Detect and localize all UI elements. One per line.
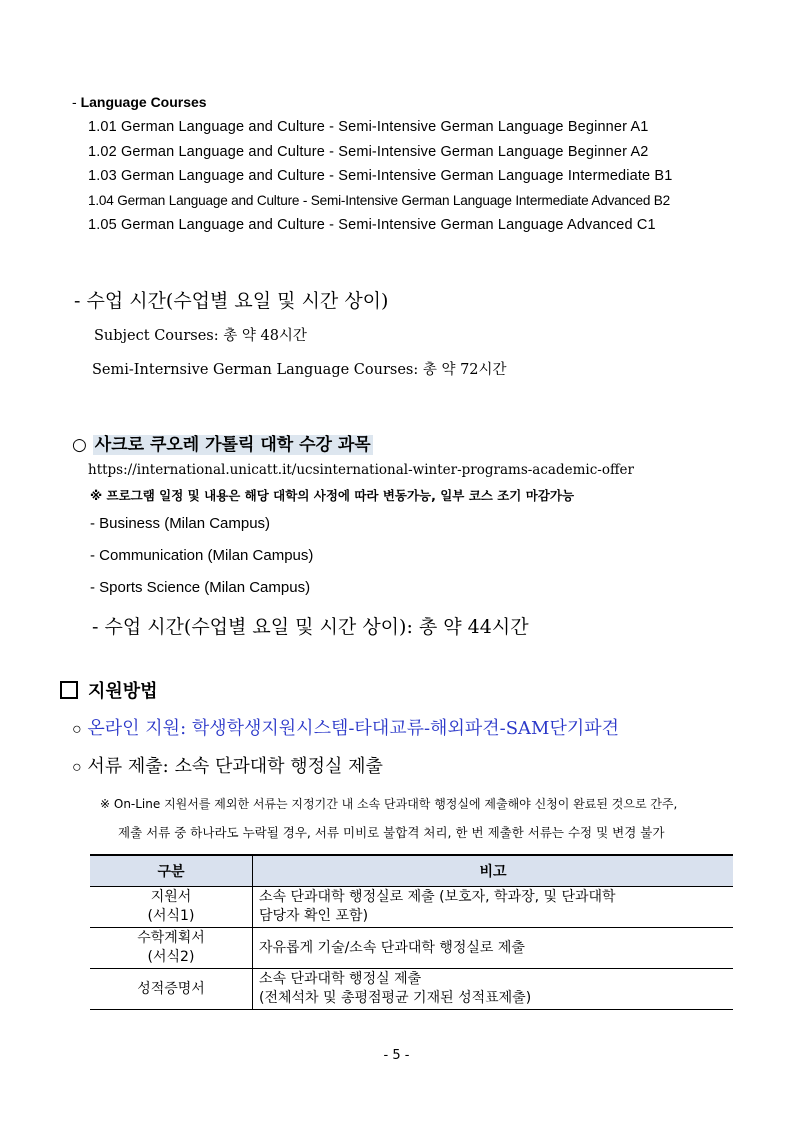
submission-note-line1: ※ On-Line 지원서를 제외한 서류는 지정기간 내 소속 단과대학 행정실에 제출해야 신청이 완료된 것으로 간주, — [100, 797, 678, 811]
document-remark-cell — [253, 969, 734, 1010]
online-apply-text: 온라인 지원: 학생학생지원시스템-타대교류-해외파견-SAM단기파견 — [87, 718, 620, 739]
document-name-cell — [90, 928, 253, 969]
required-documents-table — [90, 854, 733, 1010]
language-course-item: 1.04 German Language and Culture - Semi-Intensive German Language Intermediate Advanced B2 — [88, 193, 671, 208]
ucsc-section-title — [72, 430, 373, 455]
column-header-remarks: 비고 — [253, 855, 734, 887]
program-item: - Communication (Milan Campus) — [90, 547, 314, 564]
table-row — [90, 928, 733, 969]
document-form: (서식2) — [147, 949, 195, 965]
document-submit-text: 서류 제출: 소속 단과대학 행정실 제출 — [87, 756, 383, 777]
ucsc-title-text: 사크로 쿠오레 가톨릭 대학 수강 과목 — [94, 435, 371, 455]
heading-text: Language Courses — [80, 94, 207, 110]
table-row — [90, 887, 733, 928]
language-course-item: 1.03 German Language and Culture - Semi-Intensive German Language Intermediate B1 — [88, 168, 673, 184]
page-number: - 5 - — [383, 1048, 410, 1063]
document-name: 지원서 — [150, 889, 192, 905]
ucsc-url-link[interactable]: https://international.unicatt.it/ucsinternational-winter-programs-academic-offer — [88, 462, 634, 478]
language-course-item: 1.05 German Language and Culture - Semi-Intensive German Language Advanced C1 — [88, 217, 656, 233]
remark-line: 소속 단과대학 행정실로 제출 (보호자, 학과장, 및 단과대학 — [259, 889, 616, 905]
document-name: 수학계획서 — [137, 930, 205, 946]
schedule-notice: ※ 프로그램 일정 및 내용은 해당 대학의 사정에 따라 변동가능, 일부 코스 조기 마감가능 — [90, 488, 575, 503]
remark-line: 자유롭게 기술/소속 단과대학 행정실로 제출 — [259, 939, 525, 956]
class-hours-heading: - 수업 시간(수업별 요일 및 시간 상이) — [74, 290, 389, 312]
semi-intensive-hours: Semi-Internsive German Language Courses: 총 약 72시간 — [92, 362, 507, 378]
language-courses-heading — [72, 94, 207, 110]
circle-bullet: ○ — [72, 435, 87, 455]
program-item: - Sports Science (Milan Campus) — [90, 579, 311, 596]
document-remark-cell — [253, 928, 734, 969]
document-name-cell — [90, 969, 253, 1010]
remark-line: 담당자 확인 포함) — [259, 908, 369, 924]
apply-section-heading — [60, 677, 158, 703]
document-name-cell — [90, 887, 253, 928]
language-course-item: 1.02 German Language and Culture - Semi-Intensive German Language Beginner A2 — [88, 144, 649, 160]
table-row — [90, 969, 733, 1010]
column-header-category: 구분 — [90, 855, 253, 887]
table-header-row — [90, 855, 733, 887]
document-form: (서식1) — [147, 908, 195, 924]
document-submit-line — [72, 752, 383, 778]
checkbox-square-icon — [60, 681, 78, 699]
remark-line: 소속 단과대학 행정실 제출 — [259, 971, 422, 987]
heading-dash: - — [72, 94, 81, 110]
document-name: 성적증명서 — [137, 980, 205, 997]
online-apply-line — [72, 714, 619, 740]
ucsc-hours: - 수업 시간(수업별 요일 및 시간 상이): 총 약 44시간 — [92, 616, 529, 638]
subject-courses-hours: Subject Courses: 총 약 48시간 — [94, 328, 307, 344]
document-remark-cell — [253, 887, 734, 928]
apply-heading-text: 지원방법 — [88, 681, 158, 702]
submission-note-line2: 제출 서류 중 하나라도 누락될 경우, 서류 미비로 불합격 처리, 한 번 제출한 서류는 수정 및 변경 불가 — [118, 825, 665, 840]
program-item: - Business (Milan Campus) — [90, 515, 271, 532]
circle-bullet: ○ — [72, 721, 82, 738]
language-course-item: 1.01 German Language and Culture - Semi-Intensive German Language Beginner A1 — [88, 119, 649, 135]
circle-bullet: ○ — [72, 759, 82, 776]
remark-line: (전체석차 및 총평점평균 기재된 성적표제출) — [259, 990, 532, 1006]
